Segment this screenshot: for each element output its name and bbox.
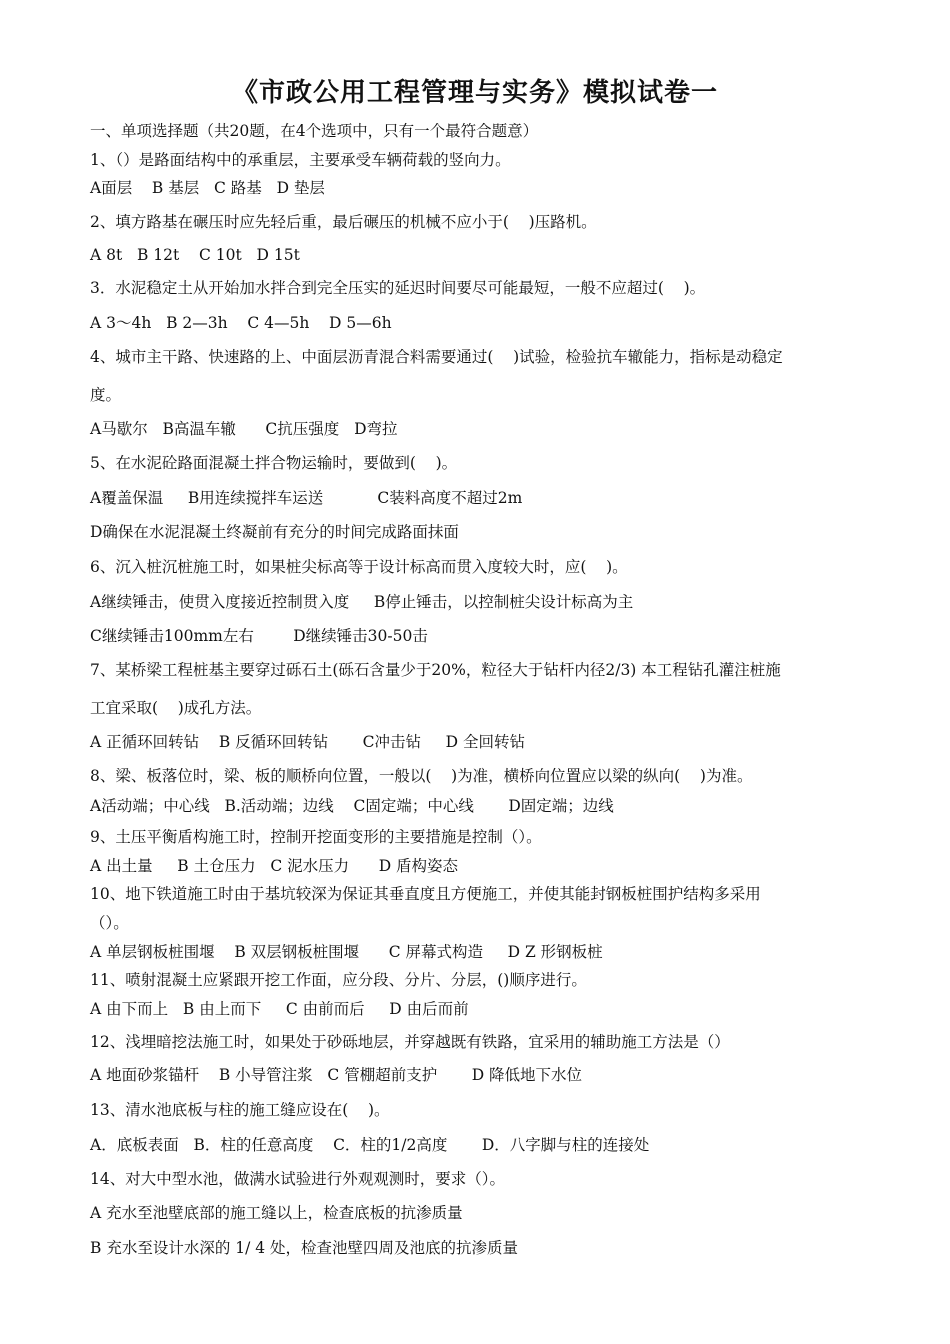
- text-line: 13、清水池底板与柱的施工缝应设在( )。: [90, 1101, 390, 1119]
- text-line: A 8t B 12t C 10t D 15t: [90, 246, 300, 264]
- text-line: 一、单项选择题（共20题，在4个选项中，只有一个最符合题意）: [90, 122, 539, 140]
- text-line: A活动端；中心线 B.活动端；边线 C固定端；中心线 D固定端；边线: [90, 797, 614, 815]
- text-line: A．底板表面 B．柱的任意高度 C．柱的1/2高度 D．八字脚与柱的连接处: [90, 1136, 650, 1154]
- text-line: 2、填方路基在碾压时应先轻后重，最后碾压的机械不应小于( )压路机。: [90, 213, 597, 231]
- text-line: D确保在水泥混凝土终凝前有充分的时间完成路面抹面: [90, 523, 459, 541]
- text-line: 9、土压平衡盾构施工时，控制开挖面变形的主要措施是控制（）。: [90, 828, 542, 846]
- text-line: （）。: [90, 914, 129, 932]
- text-line: 工宜采取( )成孔方法。: [90, 699, 262, 717]
- text-line: C继续锤击100mm左右 D继续锤击30-50击: [90, 627, 428, 645]
- text-line: 14、对大中型水池，做满水试验进行外观观测时，要求（）。: [90, 1170, 505, 1188]
- text-line: 12、浅埋暗挖法施工时，如果处于砂砾地层，并穿越既有铁路，宜采用的辅助施工方法是（）: [90, 1033, 730, 1051]
- text-line: 度。: [90, 386, 122, 404]
- text-line: A 由下而上 B 由上而下 C 由前而后 D 由后而前: [90, 1000, 469, 1018]
- text-line: A 单层钢板桩围堰 B 双层钢板桩围堰 C 屏幕式构造 D Z 形钢板桩: [90, 943, 603, 961]
- text-line: A覆盖保温 B用连续搅拌车运送 C装料高度不超过2m: [90, 489, 523, 507]
- document-title: 《市政公用工程管理与实务》模拟试卷一: [231, 78, 718, 108]
- text-line: 7、某桥梁工程桩基主要穿过砾石土(砾石含量少于20%，粒径大于钻杆内径2/3) 本工程钻孔灌注桩施: [90, 661, 781, 679]
- text-line: A 地面砂浆锚杆 B 小导管注浆 C 管棚超前支护 D 降低地下水位: [90, 1066, 583, 1084]
- text-line: A马歇尔 B高温车辙 C抗压强度 D弯拉: [90, 420, 398, 438]
- text-line: A 3～4h B 2—3h C 4—5h D 5—6h: [90, 314, 392, 332]
- text-line: A 充水至池壁底部的施工缝以上，检查底板的抗渗质量: [90, 1204, 463, 1222]
- text-line: 8、梁、板落位时，梁、板的顺桥向位置，一般以( )为准，横桥向位置应以梁的纵向( )为准。: [90, 767, 753, 785]
- text-line: 11、喷射混凝土应紧跟开挖工作面，应分段、分片、分层，()顺序进行。: [90, 971, 587, 989]
- text-line: B 充水至设计水深的 1/ 4 处，检查池壁四周及池底的抗渗质量: [90, 1239, 519, 1257]
- text-line: A面层 B 基层 C 路基 D 垫层: [90, 179, 325, 197]
- text-line: 10、地下铁道施工时由于基坑较深为保证其垂直度且方便施工，并使其能封钢板桩围护结构多采用: [90, 885, 761, 903]
- text-line: 4、城市主干路、快速路的上、中面层沥青混合料需要通过( )试验，检验抗车辙能力，指标是动稳定: [90, 348, 783, 366]
- text-line: A 出土量 B 土仓压力 C 泥水压力 D 盾构姿态: [90, 857, 459, 875]
- text-line: A继续锤击，使贯入度接近控制贯入度 B停止锤击，以控制桩尖设计标高为主: [90, 593, 634, 611]
- text-line: 5、在水泥砼路面混凝土拌合物运输时，要做到( )。: [90, 454, 458, 472]
- text-line: 6、沉入桩沉桩施工时，如果桩尖标高等于设计标高而贯入度较大时，应( )。: [90, 558, 628, 576]
- text-line: 3．水泥稳定土从开始加水拌合到完全压实的延迟时间要尽可能最短，一般不应超过( )。: [90, 279, 706, 297]
- text-line: 1、（）是路面结构中的承重层，主要承受车辆荷载的竖向力。: [90, 151, 511, 169]
- text-line: A 正循环回转钻 B 反循环回转钻 C冲击钻 D 全回转钻: [90, 733, 525, 751]
